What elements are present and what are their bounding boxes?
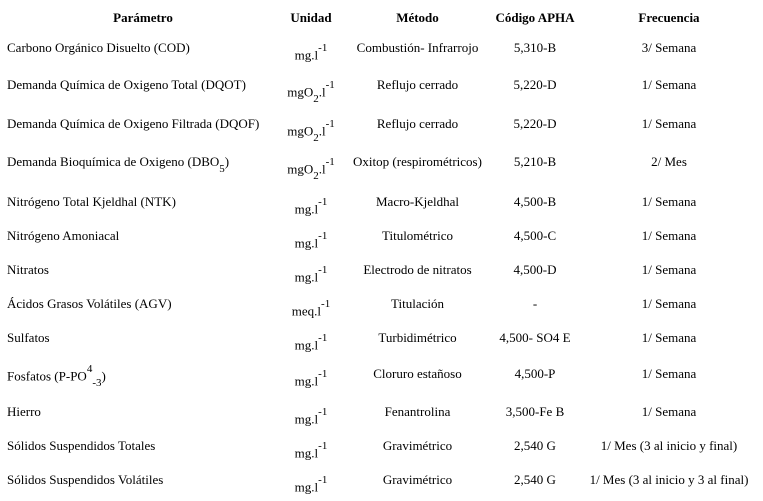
cell-param: [7, 473, 163, 486]
cell-param: [7, 405, 41, 418]
cell-method: Gravimétrico: [382, 438, 453, 453]
unit-superscript: -1: [318, 406, 328, 418]
cell-method: Oxitop (respirométricos): [353, 154, 482, 169]
cell-code: 4,500-D: [513, 262, 557, 277]
cell-frequency: 1/ Semana: [641, 194, 697, 209]
param-text: Sulfatos: [7, 330, 50, 345]
table-row: [0, 116, 763, 144]
cell-unit: [280, 368, 342, 389]
cell-frequency: 1/ Semana: [641, 366, 697, 381]
cell-method: Fenantrolina: [384, 404, 451, 419]
table-row: [0, 331, 763, 351]
cell-param: [7, 78, 246, 91]
table-row: [0, 263, 763, 283]
unit-superscript: -1: [325, 79, 335, 91]
cell-frequency: 1/ Semana: [641, 404, 697, 419]
cell-param: [7, 439, 155, 452]
unit-base: mg.l: [294, 47, 319, 63]
unit-base: mgO: [287, 123, 314, 139]
table-row: [0, 297, 763, 317]
param-tail: ): [101, 368, 106, 384]
cell-method: Macro-Kjeldhal: [375, 194, 460, 209]
cell-param: [7, 331, 50, 344]
cell-method: Cloruro estañoso: [373, 366, 462, 381]
cell-code: 4,500- SO4 E: [499, 330, 571, 345]
cell-method: Reflujo cerrado: [376, 77, 459, 92]
header-code: Código APHA: [495, 10, 575, 25]
cell-code: 5,210-B: [513, 154, 557, 169]
param-text: Hierro: [7, 404, 41, 419]
table-header-row: [0, 11, 763, 31]
unit-base: mg.l: [294, 235, 319, 251]
unit-tail: .l: [318, 161, 326, 177]
param-text: Nitrógeno Amoniacal: [7, 228, 120, 243]
unit-superscript: -1: [318, 230, 328, 242]
unit-superscript: -1: [318, 42, 328, 54]
cell-method: Gravimétrico: [382, 472, 453, 487]
cell-code: 4,500-C: [513, 228, 557, 243]
param-text: Nitratos: [7, 262, 49, 277]
table-row: [0, 363, 763, 389]
cell-code: -: [532, 296, 538, 311]
cell-frequency: 1/ Semana: [641, 77, 697, 92]
unit-subscript: 2: [313, 169, 319, 182]
unit-base: meq.l: [291, 303, 322, 319]
cell-method: Combustión- Infrarrojo: [356, 40, 479, 55]
cell-unit: [280, 332, 342, 353]
param-text: Sólidos Suspendidos Totales: [7, 438, 156, 453]
unit-superscript: -1: [318, 440, 328, 452]
unit-superscript: -1: [318, 264, 328, 276]
cell-method: Titulación: [391, 296, 444, 311]
header-unit: Unidad: [290, 10, 332, 25]
cell-frequency: 1/ Semana: [641, 296, 697, 311]
unit-base: mg.l: [294, 201, 319, 217]
param-text: Sólidos Suspendidos Volátiles: [7, 472, 164, 487]
unit-superscript: -1: [325, 118, 335, 130]
table-row: [0, 77, 763, 105]
cell-method: Reflujo cerrado: [376, 116, 459, 131]
cell-frequency: 1/ Mes (3 al inicio y 3 al final): [589, 472, 749, 487]
param-text: Demanda Bioquímica de Oxigeno (DBO: [7, 154, 220, 169]
table-row: [0, 154, 763, 182]
cell-unit: [280, 42, 342, 63]
cell-param: [7, 363, 106, 389]
cell-frequency: 1/ Semana: [641, 330, 697, 345]
table-row: [0, 405, 763, 425]
cell-frequency: 1/ Semana: [641, 228, 697, 243]
unit-base: mg.l: [294, 411, 319, 427]
param-text: Ácidos Grasos Volátiles (AGV): [7, 296, 172, 311]
cell-param: [7, 41, 190, 54]
cell-frequency: 1/ Semana: [641, 262, 697, 277]
cell-method: Turbidimétrico: [378, 330, 457, 345]
unit-superscript: -1: [325, 156, 335, 168]
cell-param: [7, 117, 259, 130]
cell-code: 5,220-D: [513, 77, 557, 92]
table-row: [0, 41, 763, 61]
unit-base: mgO: [287, 84, 314, 100]
cell-frequency: 3/ Semana: [641, 40, 697, 55]
unit-superscript: -1: [318, 474, 328, 486]
cell-unit: [280, 298, 342, 319]
cell-param: [7, 229, 119, 242]
cell-code: 5,220-D: [513, 116, 557, 131]
cell-unit: [280, 230, 342, 251]
param-text: Fosfatos (P-PO: [7, 368, 87, 384]
unit-superscript: -1: [321, 298, 331, 310]
param-superscript: 4: [86, 363, 93, 375]
unit-tail: .l: [318, 123, 326, 139]
cell-unit: [280, 156, 342, 182]
header-method: Método: [396, 10, 439, 25]
cell-frequency: 1/ Mes (3 al inicio y final): [600, 438, 738, 453]
unit-base: mg.l: [294, 445, 319, 461]
unit-subscript: 2: [313, 131, 319, 144]
unit-base: mg.l: [294, 269, 319, 285]
cell-frequency: 1/ Semana: [641, 116, 697, 131]
table-row: [0, 229, 763, 249]
unit-superscript: -1: [318, 368, 328, 380]
cell-method: Electrodo de nitratos: [363, 262, 472, 277]
cell-unit: [280, 406, 342, 427]
cell-frequency: 2/ Mes: [651, 154, 687, 169]
header-frequency: Frecuencia: [638, 10, 700, 25]
unit-subscript: 2: [313, 92, 319, 105]
param-text: Nitrógeno Total Kjeldhal (NTK): [7, 194, 176, 209]
unit-base: mgO: [287, 161, 314, 177]
param-text: Demanda Química de Oxigeno Filtrada (DQOF): [7, 116, 260, 131]
param-text: Carbono Orgánico Disuelto (COD): [7, 40, 190, 55]
param-subscript: 5: [219, 162, 225, 175]
cell-unit: [280, 196, 342, 217]
table-row: [0, 473, 763, 493]
cell-code: 2,540 G: [514, 438, 556, 453]
cell-param: [7, 263, 49, 276]
cell-param: [7, 155, 229, 173]
unit-base: mg.l: [294, 479, 319, 495]
cell-unit: [280, 264, 342, 285]
param-subscript: -3: [92, 376, 102, 389]
cell-unit: [280, 474, 342, 495]
cell-unit: [280, 440, 342, 461]
unit-superscript: -1: [318, 332, 328, 344]
cell-code: 4,500-B: [513, 194, 557, 209]
cell-code: 5,310-B: [513, 40, 557, 55]
header-param: Parámetro: [113, 10, 173, 25]
cell-param: [7, 297, 172, 310]
table-row: [0, 439, 763, 459]
cell-unit: [280, 118, 342, 144]
table-row: [0, 195, 763, 215]
param-tail: ): [224, 154, 230, 169]
unit-tail: .l: [318, 84, 326, 100]
cell-code: 2,540 G: [514, 472, 556, 487]
cell-method: Titulométrico: [381, 228, 454, 243]
param-text: Demanda Química de Oxigeno Total (DQOT): [7, 77, 246, 92]
cell-code: 4,500-P: [514, 366, 556, 381]
unit-base: mg.l: [294, 373, 319, 389]
unit-superscript: -1: [318, 196, 328, 208]
unit-base: mg.l: [294, 337, 319, 353]
cell-param: [7, 195, 176, 208]
cell-unit: [280, 79, 342, 105]
cell-code: 3,500-Fe B: [505, 404, 565, 419]
